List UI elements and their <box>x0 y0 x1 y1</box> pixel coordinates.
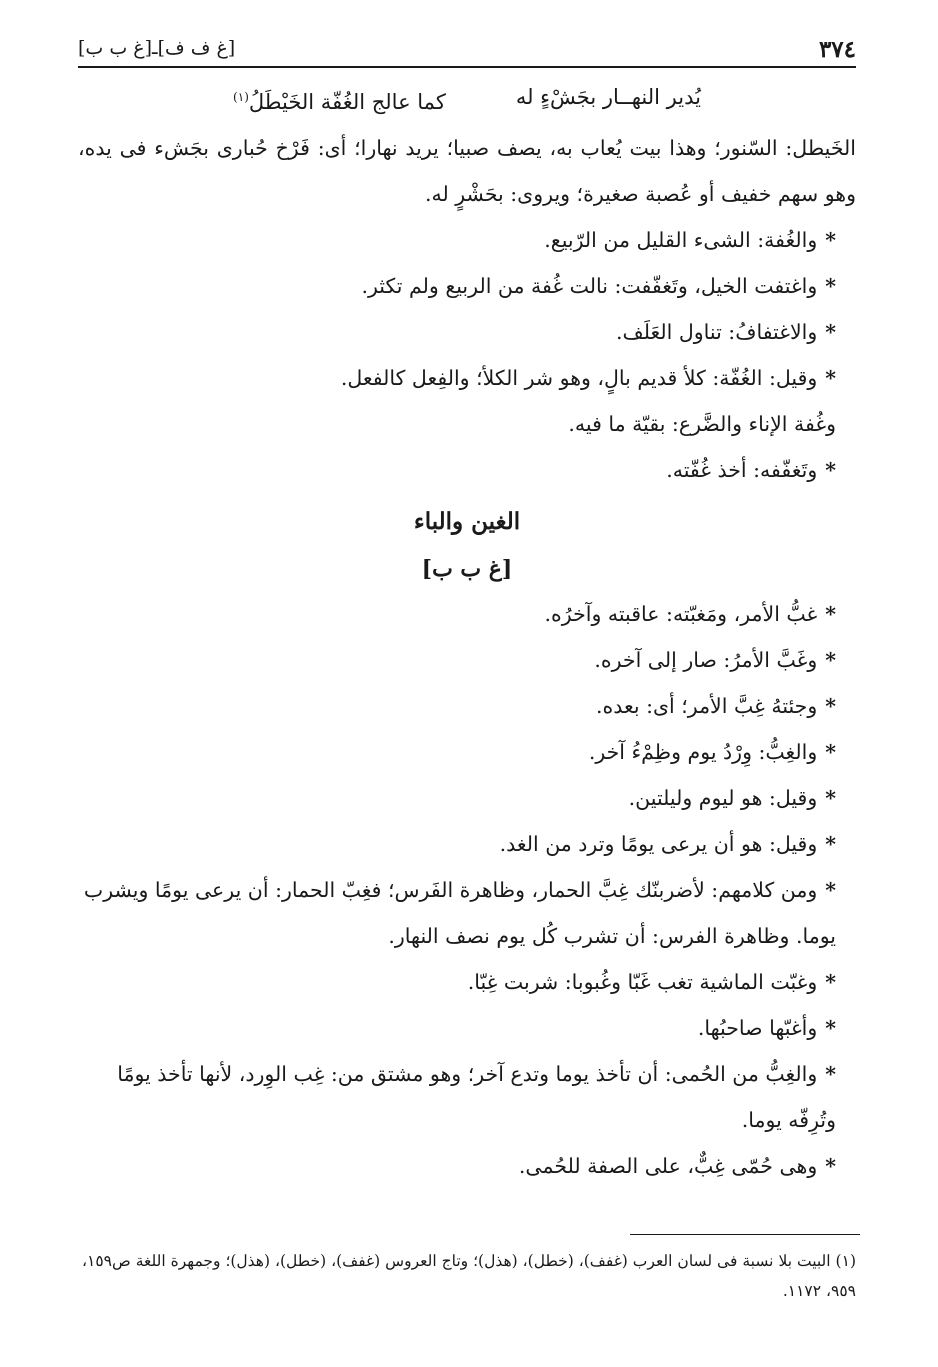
entry-paragraph <box>78 775 856 821</box>
entry-star: * <box>825 1062 836 1086</box>
entry-paragraph <box>78 1143 856 1189</box>
entry-star: * <box>825 970 836 994</box>
entry-text: وغُفة الإناء والضَّرع: بقيّة ما فيه. <box>568 412 836 436</box>
section-range: [غ ف ف]ـ[غ ب ب] <box>78 37 236 59</box>
entry-star: * <box>825 1154 836 1178</box>
entry-paragraph <box>78 1051 856 1143</box>
entry-paragraph <box>78 591 856 637</box>
entry-star: * <box>825 228 836 252</box>
entry-star: * <box>825 1016 836 1040</box>
entries-before <box>78 125 856 493</box>
entry-paragraph <box>78 821 856 867</box>
footnote-rule <box>630 1234 860 1235</box>
entry-star: * <box>825 878 836 902</box>
entry-star: * <box>825 786 836 810</box>
entry-text: وغبّت الماشية تغب غَبّا وغُبوبا: شربت غِبّا. <box>467 970 818 994</box>
entry-text: وأغبّها صاحبُها. <box>697 1016 818 1040</box>
footnote-marker: (١) <box>233 90 249 104</box>
footnote: (١) البيت بلا نسبة فى لسان العرب (غفف)، (خطل)، (هذل)؛ وتاج العروس (غفف)، (خطل)، (هذل)؛ وجمهرة اللغة ص١٥٩، ٩٥٩، ١١٧٢. <box>82 1252 856 1300</box>
header-rule <box>78 66 856 68</box>
entry-text: والاغتفافُ: تناول العَلَف. <box>615 320 818 344</box>
entry-text: والغُفة: الشىء القليل من الرّبيع. <box>544 228 818 252</box>
entry-text: وقيل: الغُفّة: كلأ قديم بالٍ، وهو شر الكلأ؛ والفِعل كالفعل. <box>340 366 818 390</box>
entry-text: ومن كلامهم: لأضربنّك غِبَّ الحمار، وظاهرة الفَرس؛ فغِبّ الحمار: أن يرعى يومًا ويشرب يوما. وظاهرة الفرس: أن تشرب كُل يوم نصف النهار. <box>83 878 836 948</box>
entry-star: * <box>825 740 836 764</box>
entry-star: * <box>825 458 836 482</box>
entry-star: * <box>825 366 836 390</box>
entry-paragraph <box>78 637 856 683</box>
entry-star: * <box>825 694 836 718</box>
page-number: ٣٧٤ <box>818 36 856 63</box>
entry-text: والغِبُّ: وِرْدُ يوم وظِمْءُ آخر. <box>588 740 818 764</box>
entry-star: * <box>825 320 836 344</box>
entry-star: * <box>825 274 836 298</box>
entry-star: * <box>825 602 836 626</box>
entry-text: وغَبَّ الأمرُ: صار إلى آخره. <box>594 648 818 672</box>
page <box>78 24 856 1189</box>
entry-paragraph <box>78 309 856 355</box>
entry-text: غبُّ الأمر، ومَغبّته: عاقبته وآخرُه. <box>544 602 818 626</box>
entry-paragraph <box>78 729 856 775</box>
entry-star: * <box>825 832 836 856</box>
entry-text: وتَغفّفه: أخذ غُفّته. <box>666 458 818 482</box>
entry-text: وهى حُمّى غِبٌّ، على الصفة للحُمى. <box>518 1154 818 1178</box>
entry-text: الخَيطل: السّنور؛ وهذا بيت يُعاب به، يصف صبيا؛ يريد نهارا؛ أى: فَرْخ حُبارى بجَشء فى يده، وهو سهم خفيف أو عُصبة صغيرة؛ ويروى: بحَشْرٍ له. <box>78 136 856 206</box>
entries-after <box>78 591 856 1189</box>
root-heading: [غ ب ب] <box>421 556 513 582</box>
entry-paragraph <box>78 683 856 729</box>
entry-paragraph <box>78 263 856 309</box>
section-heading: الغين والباء <box>413 508 521 535</box>
entry-paragraph <box>78 125 856 217</box>
verse <box>78 74 856 125</box>
entry-text: والغِبُّ من الحُمى: أن تأخذ يوما وتدع آخر؛ وهو مشتق من: غِب الوِرد، لأنها تأخذ يومًا وتُرِفّه يوما. <box>117 1062 836 1132</box>
entry-paragraph <box>78 959 856 1005</box>
entry-paragraph <box>78 867 856 959</box>
entry-text: وقيل: هو أن يرعى يومًا وترد من الغد. <box>499 832 818 856</box>
running-head <box>78 24 856 62</box>
entry-paragraph <box>78 217 856 263</box>
entry-text: وجئتهُ غِبَّ الأمر؛ أى: بعده. <box>595 694 818 718</box>
entry-text: واغتفت الخيل، وتَغفّفت: نالت غُفة من الربيع ولم تكثر. <box>361 274 818 298</box>
entry-paragraph <box>78 1005 856 1051</box>
entry-text: وقيل: هو ليوم وليلتين. <box>628 786 818 810</box>
verse-hemistich-2 <box>233 74 446 125</box>
verse-hemistich-1: يُدير النهــار بجَشْءٍ له <box>515 85 701 109</box>
entry-paragraph <box>78 355 856 401</box>
entry-star: * <box>825 648 836 672</box>
verse-hemistich-2-text: كما عالج الغُفّة الخَيْطَلُ <box>248 90 446 114</box>
entry-paragraph <box>78 447 856 493</box>
entry-paragraph <box>78 401 856 447</box>
